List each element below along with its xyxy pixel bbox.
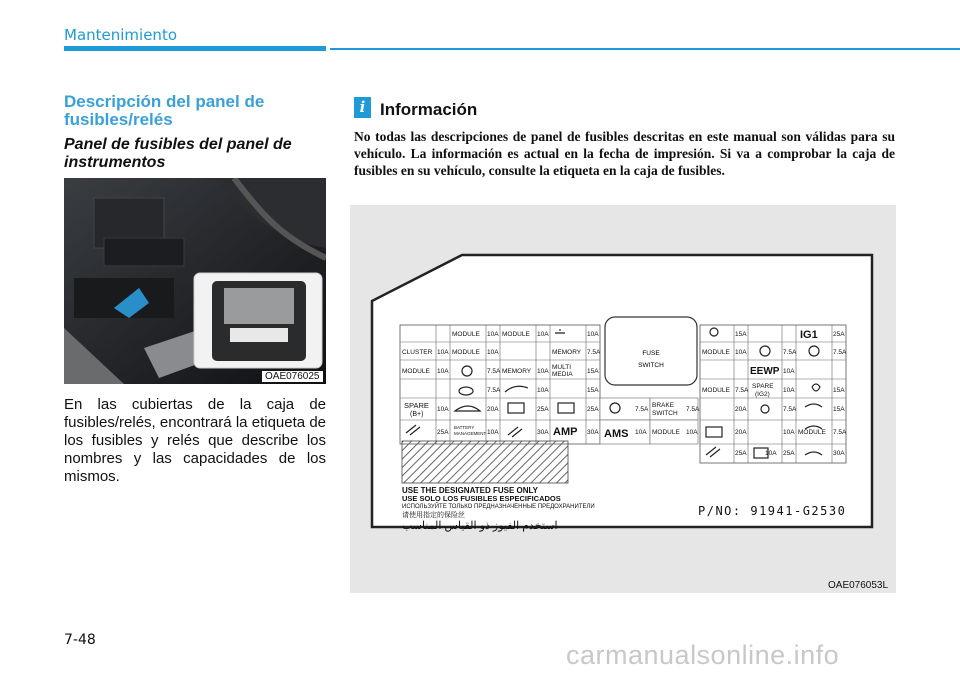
header-rule-thick [64, 46, 326, 51]
svg-text:ИСПОЛЬЗУЙТЕ ТОЛЬКО ПРЕДНАЗНАЧЕ: ИСПОЛЬЗУЙТЕ ТОЛЬКО ПРЕДНАЗНАЧЕННЫЕ ПРЕДОХРАНИТЕЛИ [402, 504, 595, 510]
svg-text:10A: 10A [635, 429, 647, 436]
svg-text:20A: 20A [735, 429, 747, 436]
svg-text:USE SOLO LOS FUSIBLES ESPECIFI: USE SOLO LOS FUSIBLES ESPECIFICADOS [402, 494, 561, 503]
header-rule-thin [330, 48, 960, 50]
svg-text:EEWP: EEWP [750, 366, 780, 377]
svg-text:MODULE: MODULE [798, 429, 826, 436]
svg-text:25A: 25A [783, 450, 795, 457]
svg-text:10A: 10A [487, 429, 499, 436]
info-title: Información [380, 100, 478, 119]
svg-text:AMP: AMP [553, 426, 578, 438]
svg-text:MODULE: MODULE [502, 331, 530, 338]
svg-text:10A: 10A [587, 331, 599, 338]
svg-text:15A: 15A [833, 406, 845, 413]
svg-text:P/NO: 91941-G2530: P/NO: 91941-G2530 [698, 504, 847, 518]
svg-text:AMS: AMS [604, 428, 629, 440]
svg-text:10A: 10A [487, 349, 499, 356]
svg-text:10A: 10A [686, 429, 698, 436]
svg-text:(B+): (B+) [410, 411, 424, 418]
svg-text:MANAGEMENT: MANAGEMENT [454, 431, 487, 436]
svg-text:10A: 10A [783, 387, 795, 394]
section-title: Mantenimiento [64, 26, 177, 44]
fuse-label-panel [350, 205, 896, 593]
info-icon: i [354, 97, 371, 118]
svg-text:7.5A: 7.5A [833, 349, 847, 356]
svg-text:30A: 30A [537, 429, 549, 436]
svg-text:25A: 25A [437, 429, 449, 436]
subheading-instrument-panel: Panel de fusibles del panel de instrumentos [64, 136, 292, 171]
svg-text:MEDIA: MEDIA [552, 371, 573, 378]
svg-text:BRAKE: BRAKE [652, 402, 675, 409]
svg-text:MODULE: MODULE [702, 349, 730, 356]
svg-text:10A: 10A [783, 429, 795, 436]
svg-text:25A: 25A [833, 331, 845, 338]
svg-text:7.5A: 7.5A [735, 387, 749, 394]
label-image-code: OAE076053L [828, 580, 889, 591]
body-paragraph: En las cubiertas de la caja de fusibles/relés, encontrará la etiqueta de los fusibles y relés que describe los nombres y las capacidades de los mismos. [64, 396, 326, 485]
svg-text:15A: 15A [735, 331, 747, 338]
page-number: 7-48 [64, 632, 96, 648]
svg-text:10A: 10A [537, 387, 549, 394]
svg-text:30A: 30A [587, 429, 599, 436]
svg-text:10A: 10A [765, 450, 777, 457]
fuse-label-diagram [350, 205, 896, 593]
svg-text:SPARE: SPARE [752, 383, 774, 390]
svg-text:30A: 30A [833, 450, 845, 457]
svg-text:10A: 10A [437, 406, 449, 413]
svg-text:MODULE: MODULE [702, 387, 730, 394]
fuse-switch-label: FUSE [642, 350, 660, 357]
svg-text:IG1: IG1 [800, 329, 818, 341]
svg-text:استخدم الفيوز ذو القياس المناس: استخدم الفيوز ذو القياس المناسب [402, 520, 558, 532]
svg-text:10A: 10A [487, 331, 499, 338]
svg-text:7.5A: 7.5A [487, 368, 501, 375]
watermark: carmanualsonline.info [566, 640, 840, 670]
svg-text:15A: 15A [833, 387, 845, 394]
svg-text:7.5A: 7.5A [635, 406, 649, 413]
svg-text:25A: 25A [587, 406, 599, 413]
svg-text:7.5A: 7.5A [833, 429, 847, 436]
svg-text:MULTI: MULTI [552, 364, 572, 371]
svg-text:10A: 10A [537, 368, 549, 375]
svg-text:MODULE: MODULE [452, 349, 480, 356]
svg-text:SWITCH: SWITCH [638, 362, 664, 369]
svg-text:25A: 25A [537, 406, 549, 413]
svg-text:20A: 20A [735, 406, 747, 413]
svg-text:7.5A: 7.5A [783, 406, 797, 413]
svg-text:7.5A: 7.5A [587, 349, 601, 356]
svg-text:(IG2): (IG2) [755, 391, 770, 398]
dashboard-photo [64, 178, 326, 384]
svg-text:请使用指定的保险丝: 请使用指定的保险丝 [402, 512, 465, 519]
svg-text:10A: 10A [537, 331, 549, 338]
svg-text:10A: 10A [735, 349, 747, 356]
svg-text:15A: 15A [587, 387, 599, 394]
svg-text:CLUSTER: CLUSTER [402, 349, 433, 356]
footer-en: USE THE DESIGNATED FUSE ONLY [402, 486, 539, 495]
photo-code: OAE076025 [262, 371, 323, 382]
svg-text:MODULE: MODULE [452, 331, 480, 338]
info-text: No todas las descripciones de panel de fusibles descritas en este manual son válidas para su vehículo. La información es actual en la fecha de impresión. Si va a comprobar la caja de fusibles en su vehículo, consulte la etiqueta en la caja de fusibles. [354, 129, 895, 178]
svg-text:SPARE: SPARE [404, 401, 429, 410]
svg-text:15A: 15A [587, 368, 599, 375]
svg-text:10A: 10A [783, 368, 795, 375]
svg-text:10A: 10A [437, 349, 449, 356]
svg-text:7.5A: 7.5A [783, 349, 797, 356]
svg-text:MEMORY: MEMORY [552, 349, 582, 356]
heading-fuse-panel: Descripción del panel de fusibles/relés [64, 92, 265, 129]
svg-text:20A: 20A [487, 406, 499, 413]
svg-text:MEMORY: MEMORY [502, 368, 532, 375]
svg-text:MODULE: MODULE [652, 429, 680, 436]
svg-text:7.5A: 7.5A [686, 406, 700, 413]
dashboard-illustration [64, 178, 326, 384]
svg-text:MODULE: MODULE [402, 368, 430, 375]
svg-text:BATTERY: BATTERY [454, 425, 475, 430]
svg-text:7.5A: 7.5A [487, 387, 501, 394]
svg-text:10A: 10A [437, 368, 449, 375]
svg-text:25A: 25A [735, 450, 747, 457]
svg-text:SWITCH: SWITCH [652, 410, 678, 417]
